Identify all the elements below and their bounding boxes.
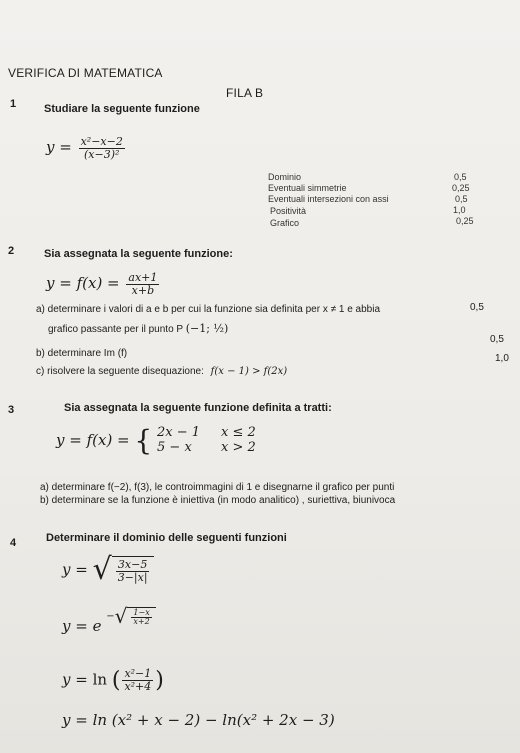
q3-case2-expr: 5 − x — [157, 439, 192, 455]
q2-fraction — [126, 272, 159, 296]
q3-cases — [157, 426, 256, 456]
q3-case-1 — [157, 426, 256, 441]
q4-f3-fraction — [122, 668, 153, 692]
q3-formula — [56, 423, 256, 457]
q4-f3-rparen: ) — [155, 668, 164, 693]
q4-f3-denominator: x²+4 — [124, 680, 152, 693]
q1-prompt: Studiare la seguente funzione — [44, 103, 200, 115]
q4-f1-sqrt — [92, 552, 154, 587]
q4-f2-numerator: 1−x — [133, 607, 150, 617]
q3-case1-expr: 2x − 1 — [157, 425, 201, 440]
q4-f1-radicand — [112, 556, 154, 583]
q1-score-2: 0,5 — [455, 194, 468, 204]
q4-f1-denominator: 3−|x| — [117, 570, 148, 584]
q4-formula-4: y = ln (x² + x − 2) − ln(x² + 2x − 3) — [62, 711, 335, 729]
q4-f3-lparen: ( — [111, 668, 121, 693]
q3-case1-cond: x ≤ 2 — [221, 425, 256, 440]
q1-criterion-3: Positività — [270, 206, 307, 216]
q4-formula-2 — [62, 603, 156, 638]
q4-formula-3 — [62, 668, 164, 693]
q1-formula — [46, 136, 127, 160]
q2-a-point-label: grafico passante per il punto P — [48, 324, 183, 335]
q2-a-point: (−1; ½) — [185, 322, 229, 335]
q4-f2-denominator: x+2 — [133, 617, 150, 626]
q1-denominator: (x−3)² — [84, 147, 120, 161]
sqrt-icon: √ — [92, 552, 112, 587]
q3-number: 3 — [8, 404, 15, 416]
q4-f2-lhs: y = — [62, 617, 88, 635]
q2-numerator: ax+1 — [128, 271, 158, 284]
q4-formula-1 — [62, 552, 154, 587]
q2-c-inequality: f(x − 1) > f(2x) — [210, 366, 288, 377]
q4-f1-numerator: 3x−5 — [117, 558, 148, 571]
q3-prompt: Sia assegnata la seguente funzione definita a tratti: — [64, 402, 332, 414]
q1-criterion-2: Eventuali intersezioni con assi — [268, 194, 389, 204]
q4-f2-radicand — [127, 607, 155, 627]
q2-b-text: b) determinare Im (f) — [36, 348, 128, 359]
q2-prompt: Sia assegnata la seguente funzione: — [44, 248, 233, 260]
q4-f3-ln: ln — [92, 670, 108, 689]
q2-number: 2 — [8, 245, 15, 257]
q2-formula — [46, 272, 161, 296]
q4-f2-sqrt — [114, 603, 156, 628]
q3-brace: { — [134, 423, 153, 457]
q4-f1-lhs: y = — [62, 560, 88, 579]
q1-criterion-0: Dominio — [268, 172, 302, 182]
q3-case2-cond: x > 2 — [221, 439, 256, 455]
q1-fraction — [79, 136, 125, 160]
q1-criterion-4: Grafico — [270, 218, 300, 228]
q2-c-text: c) risolvere la seguente disequazione: — [36, 366, 204, 377]
q1-numerator: x²−x−2 — [80, 135, 123, 148]
q2-a-text2 — [48, 322, 228, 335]
q4-prompt: Determinare il dominio delle seguenti funzioni — [46, 532, 287, 544]
q3-a-text: a) determinare f(−2), f(3), le controimmagini di 1 e disegnarne il grafico per punti — [40, 482, 395, 493]
fila-label: FILA B — [226, 86, 264, 100]
q4-f1-fraction — [116, 559, 150, 583]
q4-f2-exponent — [106, 603, 155, 628]
q1-score-1: 0,25 — [452, 183, 470, 193]
worksheet-title: VERIFICA DI MATEMATICA — [8, 66, 163, 80]
q1-score-0: 0,5 — [454, 172, 467, 182]
q2-a-score: 0,5 — [470, 302, 484, 313]
q4-number: 4 — [10, 537, 17, 549]
sqrt-icon: √ — [114, 603, 128, 628]
q4-f3-lhs: y = — [62, 670, 88, 689]
q3-b-text: b) determinare se la funzione è iniettiva (in modo analitico) , suriettiva, biunivoca — [40, 495, 396, 506]
q1-score-4: 0,25 — [456, 216, 474, 226]
q2-lhs: y = f(x) = — [46, 274, 120, 293]
q2-c — [36, 366, 287, 377]
q4-f2-sign: − — [106, 611, 115, 622]
q1-lhs: y = — [46, 138, 72, 157]
q4-f2-base: e — [92, 617, 102, 635]
q2-b-score: 1,0 — [495, 353, 509, 364]
q2-denominator: x+b — [131, 283, 155, 297]
q4-f2-fraction — [131, 609, 151, 627]
q3-case-2 — [157, 441, 256, 456]
q3-lhs: y = f(x) = — [56, 430, 130, 449]
q4-f3-numerator: x²−1 — [124, 667, 152, 681]
q1-score-3: 1,0 — [453, 205, 466, 215]
q1-criterion-1: Eventuali simmetrie — [268, 183, 347, 193]
q1-number: 1 — [10, 98, 17, 110]
q2-a-text: a) determinare i valori di a e b per cui la funzione sia definita per x ≠ 1 e abbia — [36, 304, 381, 315]
q2-a-score2: 0,5 — [490, 334, 504, 345]
